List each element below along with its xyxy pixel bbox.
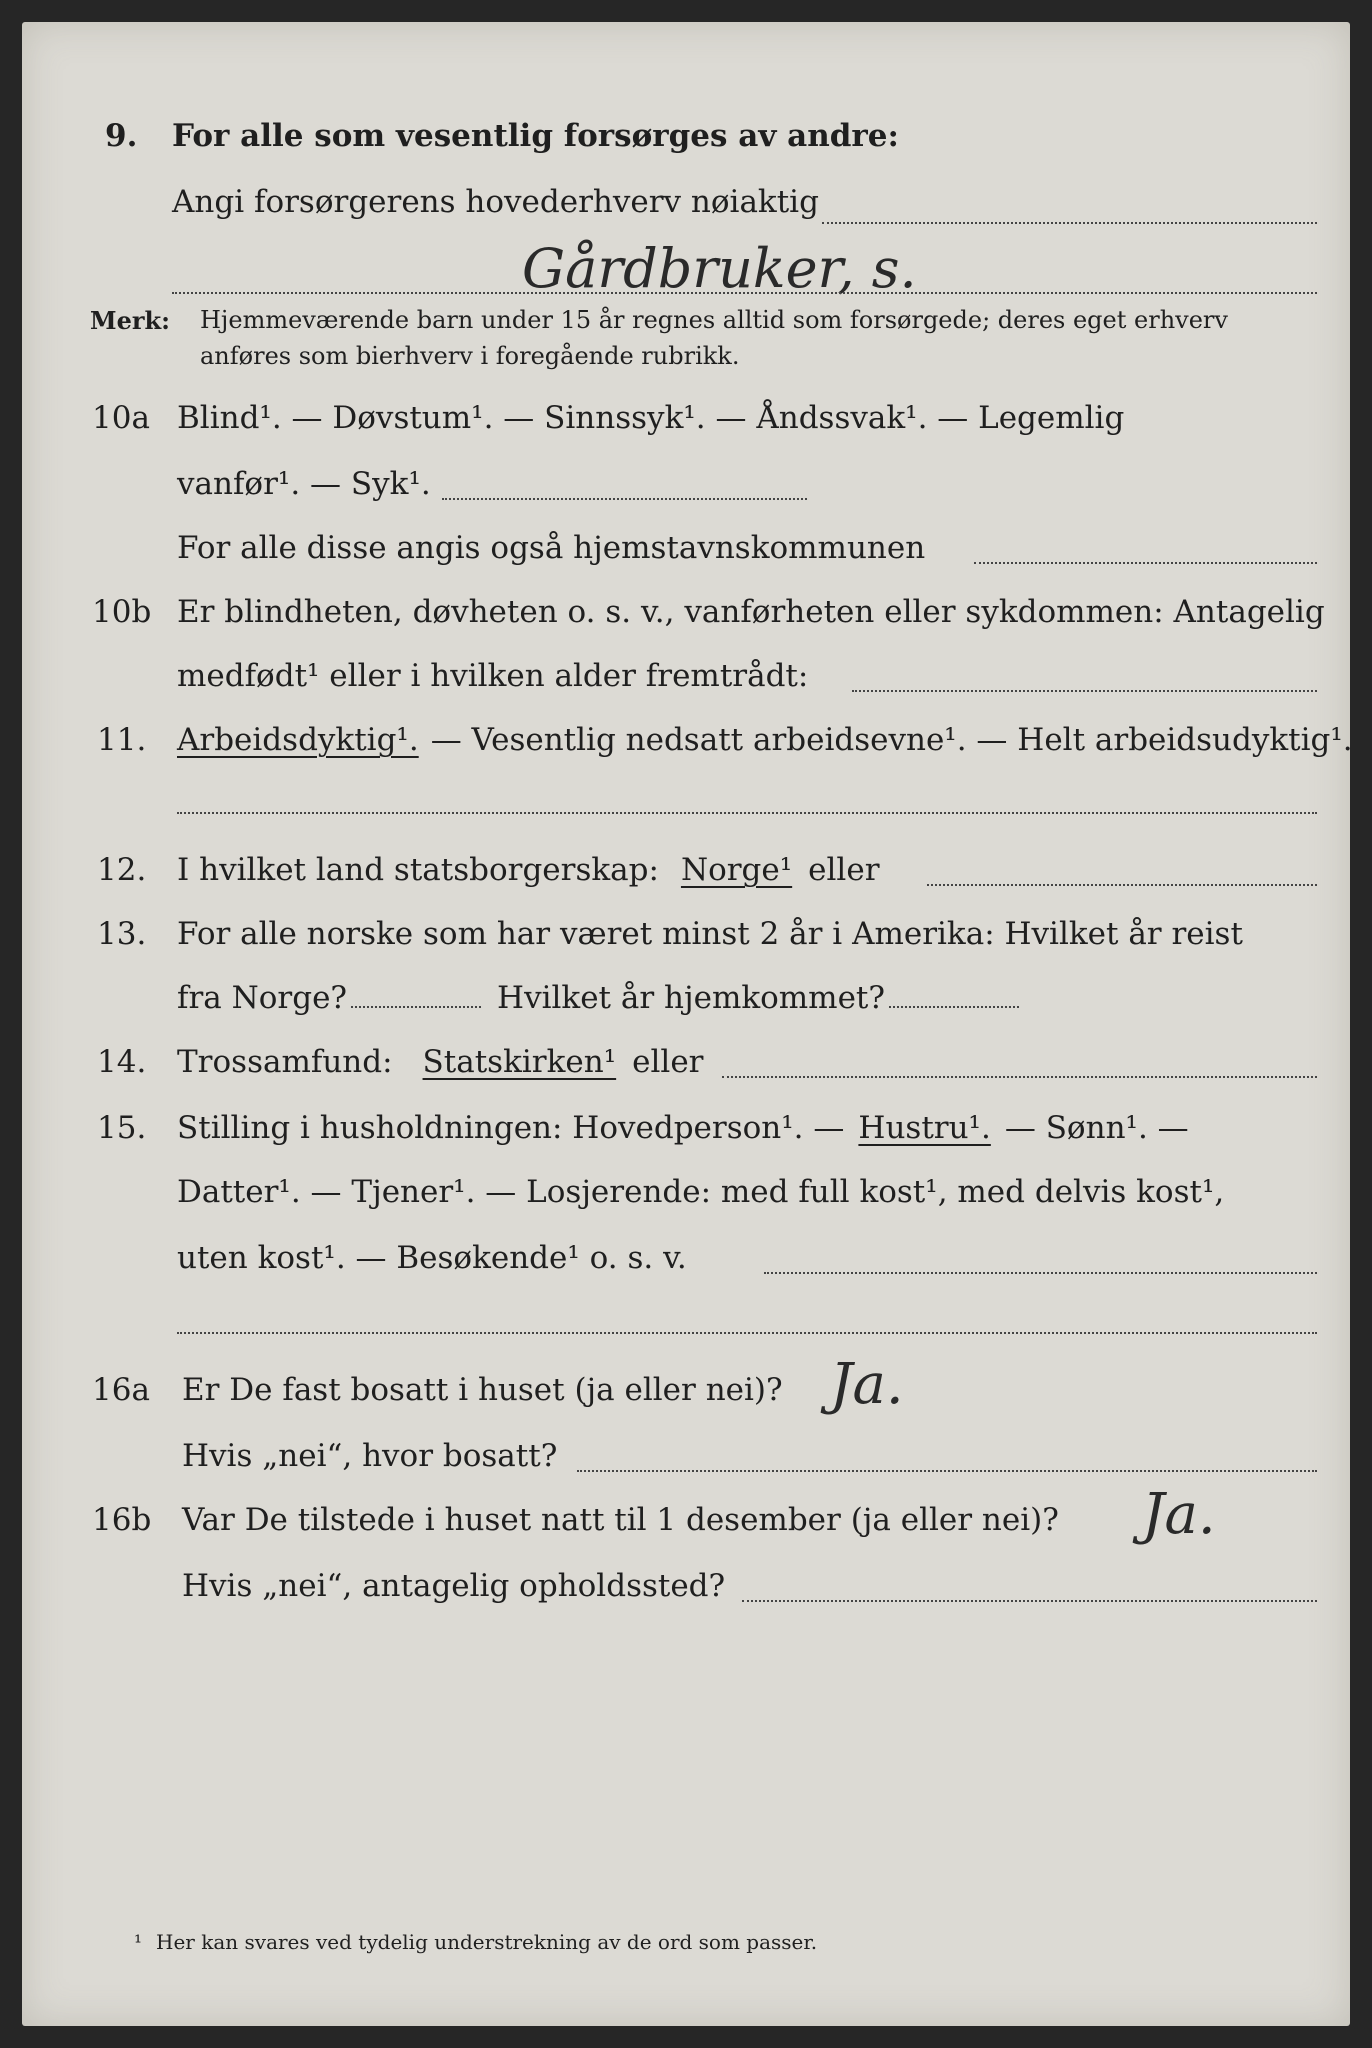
q10b-number: 10b: [92, 594, 152, 630]
q9-line1: [172, 118, 899, 154]
q13-hjemkommet-line[interactable]: [889, 1006, 1019, 1008]
footnote-text: Her kan svares ved tydelig understrekning av de ord som passer.: [156, 1930, 818, 1954]
q10a-line1: [177, 400, 1124, 436]
q11-number: 11.: [97, 722, 147, 758]
q9-answer-line-1[interactable]: [822, 222, 1317, 224]
footnote-mark: ¹: [134, 1930, 143, 1954]
merk-text-1: Hjemmeværende barn under 15 år regnes alltid som forsørgede; deres eget erhverv: [200, 306, 1228, 334]
q16b-line1: [182, 1502, 1059, 1538]
q14-question: Trossamfund:: [177, 1044, 393, 1080]
q12-number: 12.: [97, 852, 147, 888]
q10a-options-2: vanfør¹. — Syk¹.: [177, 466, 431, 502]
q10a-line2: [177, 466, 431, 502]
q15-answer-line-2[interactable]: [177, 1332, 1317, 1334]
q12-question: I hvilket land statsborgerskap:: [177, 852, 659, 888]
q14-answer-line[interactable]: [722, 1076, 1317, 1078]
q15-options-2: Datter¹. — Tjener¹. — Losjerende: med full kost¹, med delvis kost¹,: [177, 1174, 1225, 1210]
q12-eller: eller: [808, 852, 880, 888]
q13-hjemkommet-prompt: Hvilket år hjemkommet?: [497, 980, 886, 1016]
q16a-question: Er De fast bosatt i huset (ja eller nei)?: [182, 1372, 783, 1408]
q15-line3: [177, 1240, 687, 1276]
q9-number: 9.: [105, 118, 138, 154]
q14-eller: eller: [632, 1044, 704, 1080]
q12-line1: [177, 852, 880, 888]
q10a-line3: [177, 530, 925, 566]
q13-question: For alle norske som har været minst 2 år i Amerika: Hvilket år reist: [177, 916, 1243, 952]
q15-answer-line-1[interactable]: [764, 1272, 1317, 1274]
merk-text-2: anføres som bierhverv i foregående rubrikk.: [200, 342, 740, 370]
q11-other-options: — Vesentlig nedsatt arbeidsevne¹. — Helt arbeidsudyktig¹.: [430, 722, 1353, 758]
q10b-answer-line[interactable]: [852, 690, 1317, 692]
q10a-syk-line[interactable]: [442, 498, 807, 500]
q9-answer-line-2[interactable]: [172, 292, 1317, 294]
q15-option-sonn: — Sønn¹. —: [1004, 1110, 1189, 1146]
q15-line2: [177, 1174, 1224, 1210]
q13-line1: [177, 916, 1243, 952]
q16b-handwritten-answer: Ja.: [1142, 1482, 1216, 1547]
q16a-handwritten-answer: Ja.: [830, 1352, 904, 1417]
q13-line2: [177, 980, 1019, 1016]
merk-label: Merk:: [90, 306, 170, 335]
q13-reist-line[interactable]: [351, 1006, 481, 1008]
q9-question: For alle som vesentlig forsørges av andre:: [172, 118, 899, 154]
q12-option-norge[interactable]: Norge¹: [680, 852, 793, 888]
q15-line1: [177, 1110, 1189, 1146]
q13-number: 13.: [97, 916, 147, 952]
q10b-line2: [177, 658, 808, 694]
q10a-hjemstavn-line[interactable]: [974, 562, 1317, 564]
q15-number: 15.: [97, 1110, 147, 1146]
merk-line1: [200, 306, 1228, 334]
q11-answer-line[interactable]: [177, 812, 1317, 814]
q11-option-arbeidsdyktig[interactable]: Arbeidsdyktig¹.: [177, 722, 419, 758]
q9-prompt: Angi forsørgerens hovederhverv nøiaktig: [172, 184, 819, 220]
q16a-prompt: Hvis „nei“, hvor bosatt?: [182, 1438, 558, 1474]
q10b-prompt: medfødt¹ eller i hvilken alder fremtrådt:: [177, 658, 809, 694]
q10b-line1: [177, 594, 1325, 630]
q16a-line1: [182, 1372, 783, 1408]
footnote: [134, 1930, 817, 1954]
q11-line1: [177, 722, 1353, 758]
q10a-hjemstavn-prompt: For alle disse angis også hjemstavnskommunen: [177, 530, 926, 566]
census-form-page: [22, 22, 1353, 2026]
q16b-number: 16b: [92, 1502, 152, 1538]
q16b-question: Var De tilstede i huset natt til 1 desember (ja eller nei)?: [182, 1502, 1059, 1538]
merk-label-row: [90, 306, 170, 335]
q15-option-hustru[interactable]: Hustru¹.: [858, 1110, 991, 1146]
q16b-line2: [182, 1568, 725, 1604]
merk-line2: [200, 342, 739, 370]
q10a-options-1: Blind¹. — Døvstum¹. — Sinnssyk¹. — Åndssvak¹. — Legemlig: [177, 400, 1125, 436]
q10a-number: 10a: [92, 400, 150, 436]
q16a-line2: [182, 1438, 557, 1474]
q13-reist-prompt: fra Norge?: [177, 980, 348, 1016]
q14-line1: [177, 1044, 703, 1080]
q10b-question: Er blindheten, døvheten o. s. v., vanførheten eller sykdommen: Antagelig: [177, 594, 1325, 630]
q16a-number: 16a: [92, 1372, 150, 1408]
q16a-answer-line[interactable]: [577, 1470, 1317, 1472]
q14-number: 14.: [97, 1044, 147, 1080]
q16b-answer-line[interactable]: [742, 1600, 1317, 1602]
q15-options-3: uten kost¹. — Besøkende¹ o. s. v.: [177, 1240, 687, 1276]
q9-line2: [172, 184, 819, 220]
q16b-prompt: Hvis „nei“, antagelig opholdssted?: [182, 1568, 726, 1604]
q9-handwritten-answer: Gårdbruker, s.: [522, 237, 917, 300]
q12-answer-line[interactable]: [927, 884, 1317, 886]
q14-option-statskirken[interactable]: Statskirken¹: [422, 1044, 617, 1080]
q15-question: Stilling i husholdningen: Hovedperson¹. —: [177, 1110, 845, 1146]
